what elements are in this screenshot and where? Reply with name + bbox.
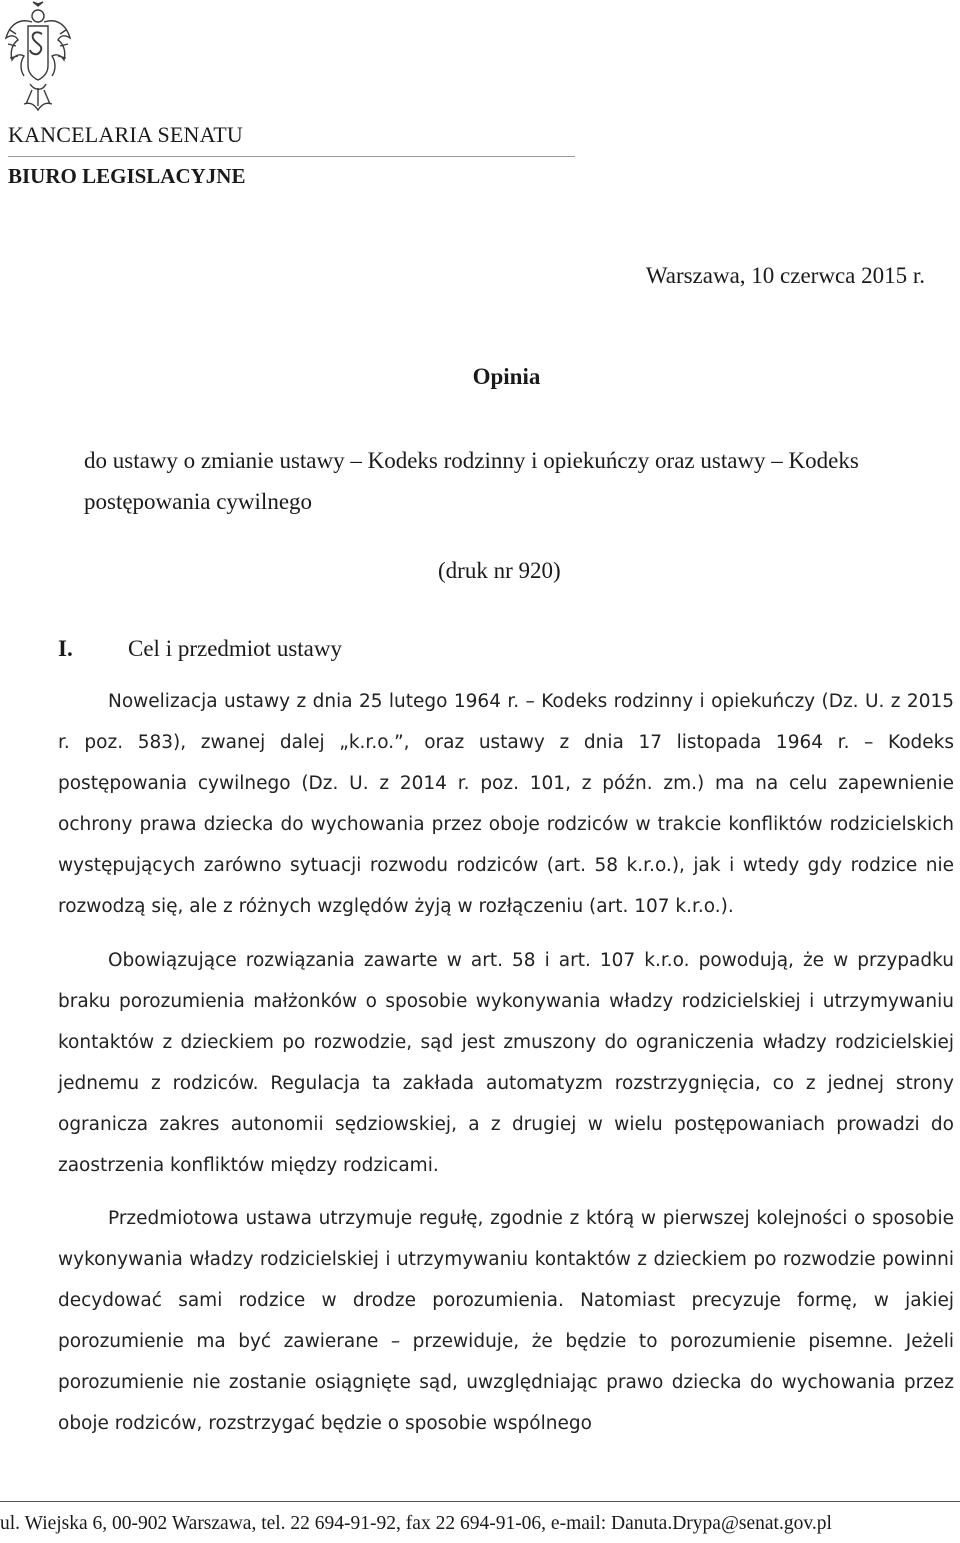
header-divider [8,156,575,157]
print-number: (druk nr 920) [438,558,561,583]
senate-eagle-emblem-icon [2,0,74,118]
document-title: Opinia [472,364,541,389]
subject-line-1: do ustawy o zmianie ustawy – Kodeks rodzinny i opiekuńczy oraz ustawy – Kodeks [84,448,859,473]
section-number: I. [58,636,73,661]
paragraph-block-1 [58,681,954,927]
document-date: Warszawa, 10 czerwca 2015 r. [645,263,925,288]
footer-contact: ul. Wiejska 6, 00-902 Warszawa, tel. 22 694-91-92, fax 22 694-91-06, e-mail: Danuta.Drypa@senat.gov.pl [0,1513,832,1534]
paragraph: Obowiązujące rozwiązania zawarte w art. 58 i art. 107 k.r.o. powodują, że w przypadku braku porozumienia małżonków o sposobie wykonywania władzy rodzicielskiej i utrzymywaniu kontaktów z dzieckiem po rozwodzie, sąd jest zmuszony do ograniczenia władzy rodzicielskiej jednemu z rodziców. Regulacja ta zakłada automatyzm rozstrzygnięcia, co z jednej strony ogranicza zakres autonomii sędziowskiej, a z drugiej w wielu postępowaniach prowadzi do zaostrzenia konfliktów między rodzicami. [58,950,954,1176]
paragraph-block-3 [58,1198,954,1444]
paragraph-block-2 [58,940,954,1186]
subject-line-2: postępowania cywilnego [84,489,313,514]
paragraph: Przedmiotowa ustawa utrzymuje regułę, zgodnie z którą w pierwszej kolejności o sposobie wykonywania władzy rodzicielskiej i utrzymywaniu kontaktów z dzieckiem po rozwodzie powinni decydować sami rodzice w drodze porozumienia. Natomiast precyzuje formę, w jakiej porozumienie ma być zawierane – przewiduje, że będzie to porozumienie pisemne. Jeżeli porozumienie nie zostanie osiągnięte sąd, uwzględniając prawo dziecka do wychowania przez oboje rodziców, rozstrzygać będzie o sposobie wspólnego [58,1208,954,1434]
document-subject [84,440,944,522]
footer-divider [0,1501,960,1502]
paragraph: Nowelizacja ustawy z dnia 25 lutego 1964 r. – Kodeks rodzinny i opiekuńczy (Dz. U. z 2015 r. poz. 583), zwanej dalej „k.r.o.”, oraz ustawy z dnia 17 listopada 1964 r. – Kodeks postępowania cywilnego (Dz. U. z 2014 r. poz. 101, z późn. zm.) ma na celu zapewnienie ochrony prawa dziecka do wychowania przez oboje rodziców w trakcie konfliktów rodzicielskich występujących zarówno sytuacji rozwodu rodziców (art. 58 k.r.o.), jak i wtedy gdy rodzice nie rozwodzą się, ale z różnych względów żyją w rozłączeniu (art. 107 k.r.o.). [58,691,954,917]
organization-name: KANCELARIA SENATU [8,122,244,147]
section-title: Cel i przedmiot ustawy [128,636,342,661]
organization-unit: BIURO LEGISLACYJNE [8,164,246,188]
